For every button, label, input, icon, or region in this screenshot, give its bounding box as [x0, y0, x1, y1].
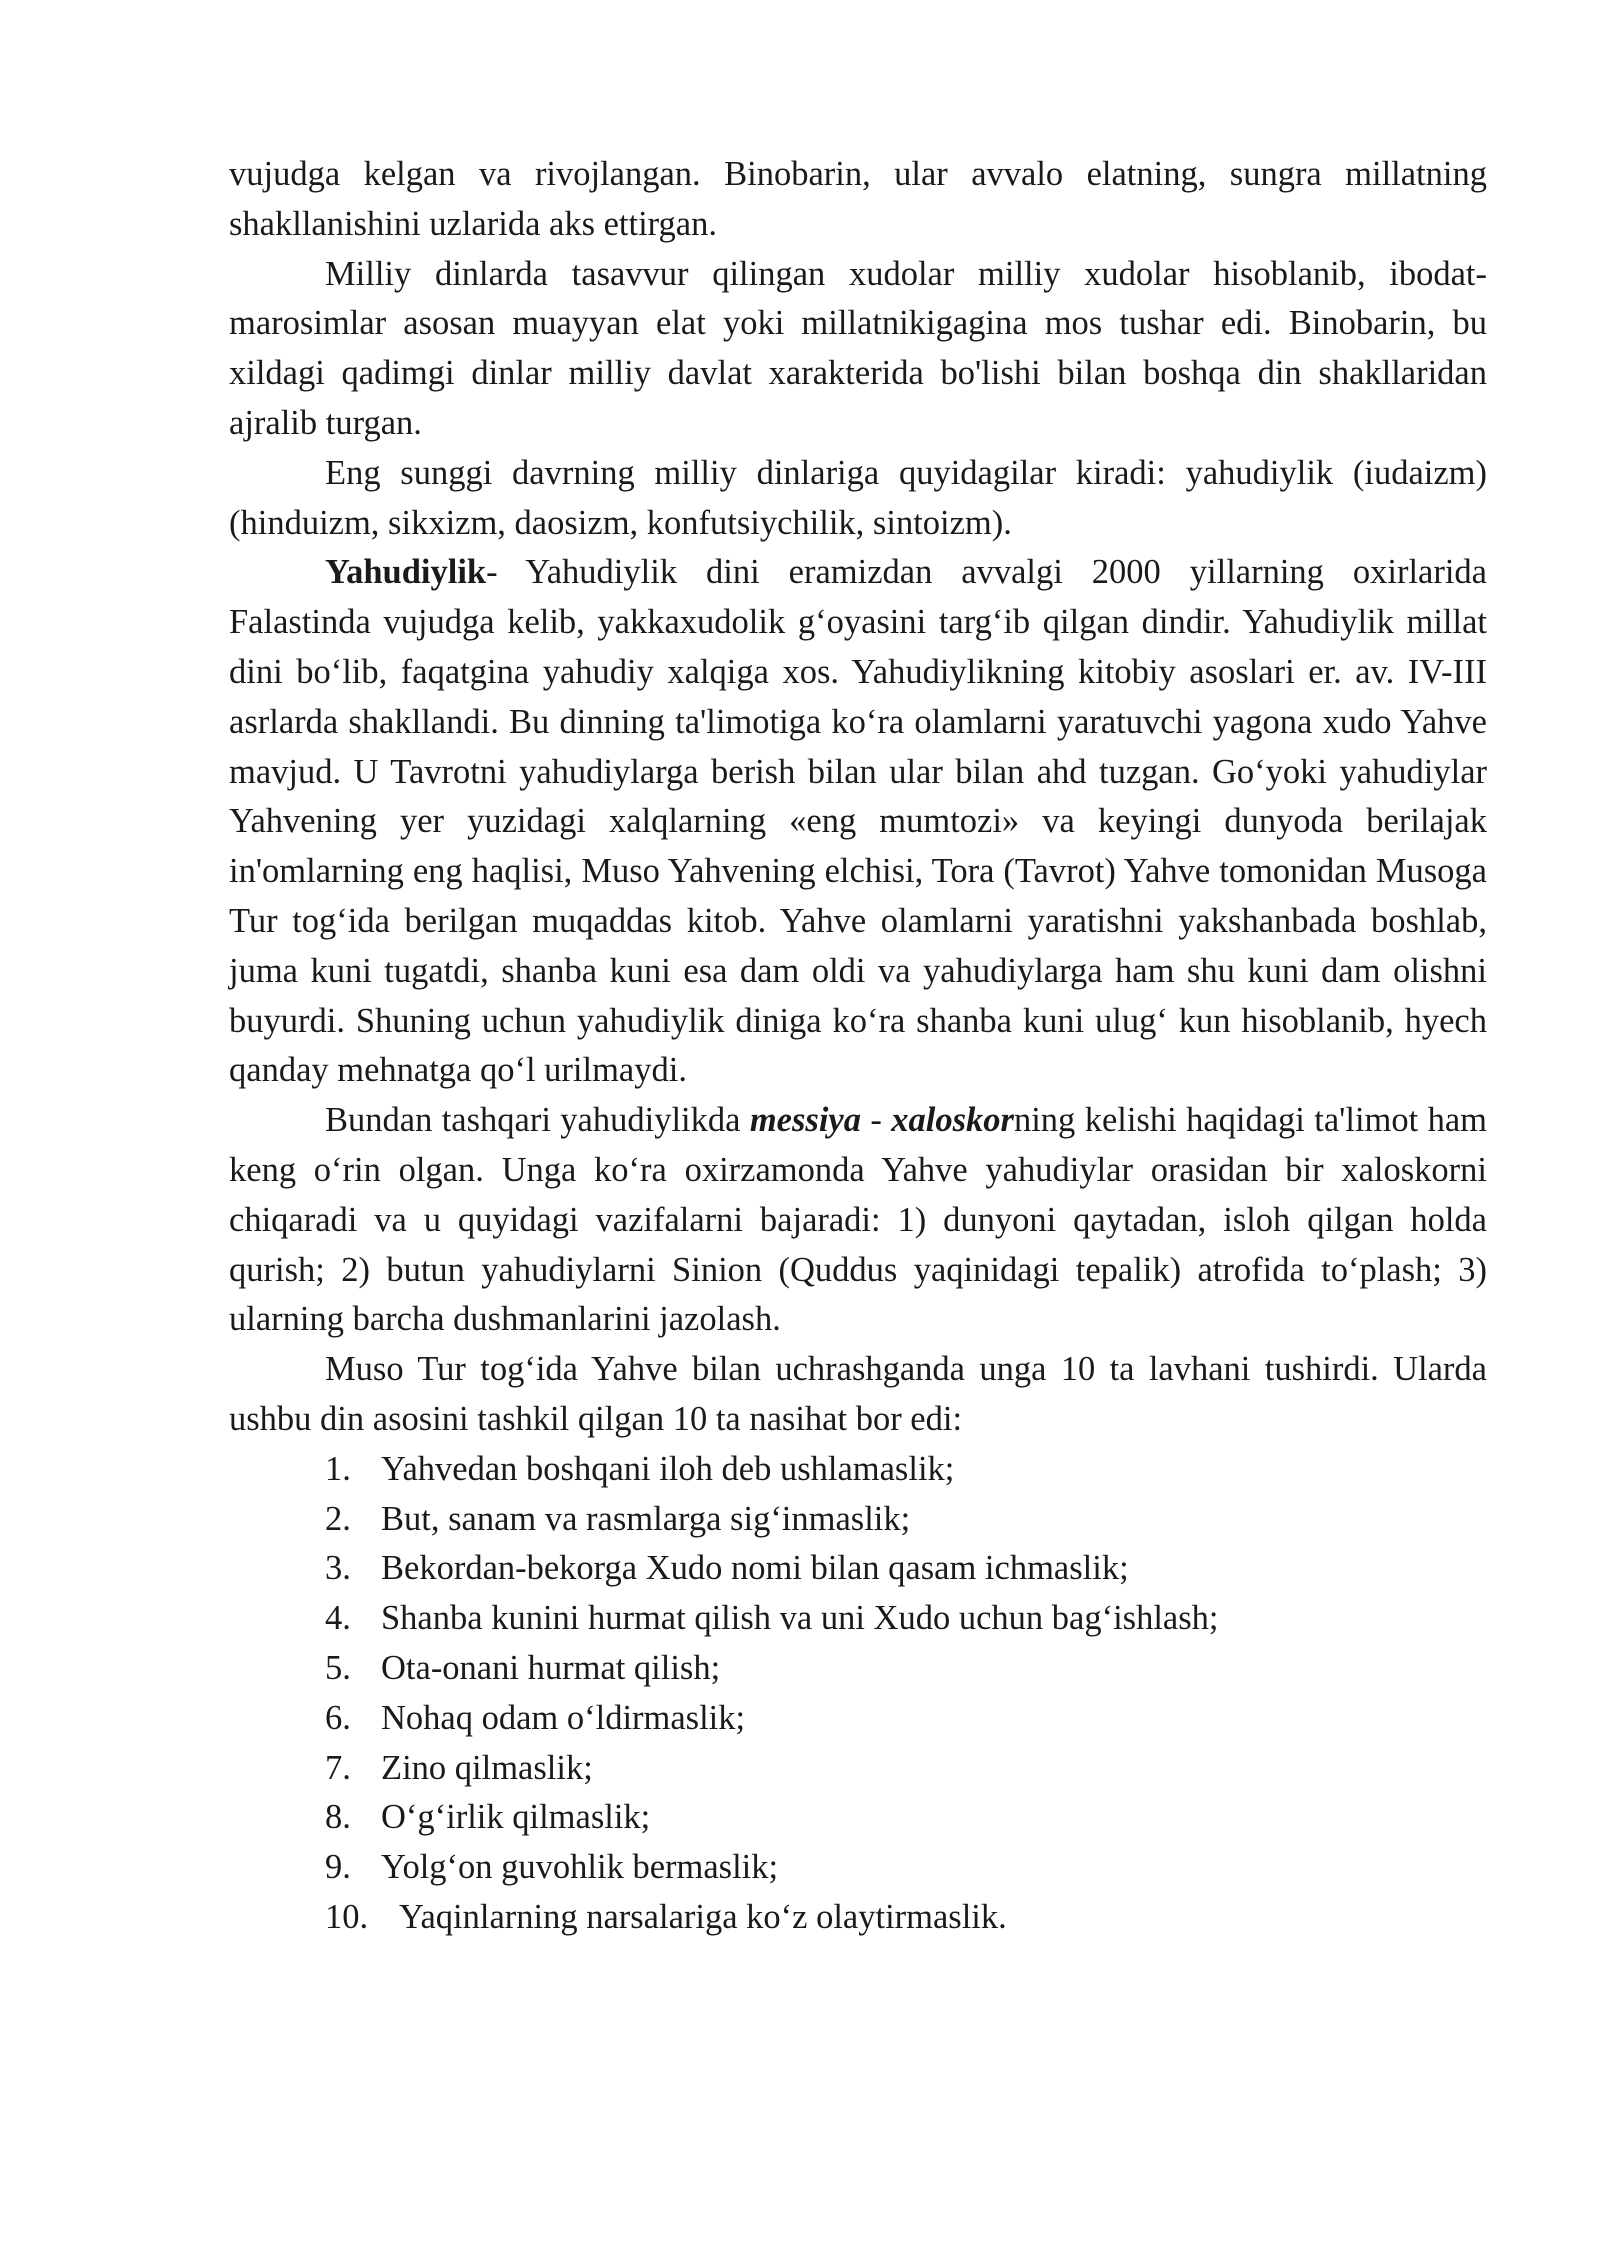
list-item	[229, 1843, 1487, 1893]
list-item-text: Nohaq odam o‘ldirmaslik;	[381, 1698, 746, 1737]
list-item-number: 10.	[325, 1897, 369, 1936]
list-item	[229, 1544, 1487, 1594]
list-item	[229, 1893, 1487, 1943]
paragraph-national-religions-list: Eng sunggi davrning milliy dinlariga quyidagilar kiradi: yahudiylik (iudaizm) (hinduizm, sikxizm, daosizm, konfutsiychilik, sintoizm).	[229, 453, 1487, 542]
list-item-number: 7.	[325, 1748, 351, 1787]
list-item-number: 3.	[325, 1549, 351, 1588]
paragraph-messiah-lead: Bundan tashqari yahudiylikda	[325, 1101, 750, 1140]
list-item-number: 6.	[325, 1698, 351, 1737]
paragraph-messiah-body: ning kelishi haqidagi ta'limot ham keng o‘rin olgan. Unga ko‘ra oxirzamonda Yahve yahudiylar orasidan bir xaloskorni chiqaradi va u quyidagi vazifalarni bajaradi: 1) dunyoni qaytadan, isloh qilgan holda qurish; 2) butun yahudiylarni Sinion (Quddus yaqinidagi tepalik) atrofida to‘plash; 3) ularning barcha dushmanlarini jazolash.	[229, 1101, 1488, 1339]
list-item	[229, 1445, 1487, 1495]
paragraph-judaism-body: - Yahudiylik dini eramizdan avvalgi 2000 yillarning oxirlarida Falastinda vujudga kelib, yakkaxudolik g‘oyasini targ‘ib qilgan dindir. Yahudiylik millat dini bo‘lib, faqatgina yahudiy xalqiga xos. Yahudiylikning kitobiy asoslari er. av. IV-III asrlarda shakllandi. Bu dinning ta'limotiga ko‘ra olamlarni yaratuvchi yagona xudo Yahve mavjud. U Tavrotni yahudiylarga berish bilan ular bilan ahd tuzgan. Go‘yoki yahudiylar Yahvening yer yuzidagi xalqlarning «eng mumtozi» va keyingi dunyoda berilajak in'omlarning eng haqlisi, Muso Yahvening elchisi, Tora (Tavrot) Yahve tomonidan Musoga Tur tog‘ida berilgan muqaddas kitob. Yahve olamlarni yaratishni yakshanbada boshlab, juma kuni tugatdi, shanba kuni esa dam oldi va yahudiylarga ham shu kuni dam olishni buyurdi. Shuning uchun yahudiylik diniga ko‘ra shanba kuni ulug‘ kun hisoblanib, hyech qanday mehnatga qo‘l urilmaydi.	[229, 553, 1487, 1090]
term-separator: -	[861, 1101, 892, 1140]
list-item-number: 2.	[325, 1499, 351, 1538]
list-item	[229, 1793, 1487, 1843]
paragraph-national-gods: Milliy dinlarda tasavvur qilingan xudolar milliy xudolar hisoblanib, ibodat-marosimlar asosan muayyan elat yoki millatnikigagina mos tushar edi. Binobarin, bu xildagi qadimgi dinlar milliy davlat xarakterida bo'lishi bilan boshqa din shakllaridan ajralib turgan.	[229, 254, 1487, 442]
list-item-text: Ota-onani hurmat qilish;	[381, 1648, 721, 1687]
list-item	[229, 1495, 1487, 1545]
document-page	[229, 150, 1487, 1943]
commandments-list	[229, 1445, 1487, 1943]
list-item-text: Yolg‘on guvohlik bermaslik;	[381, 1848, 779, 1887]
paragraph-judaism	[229, 548, 1487, 1096]
list-item-number: 5.	[325, 1648, 351, 1687]
list-item-text: Yahvedan boshqani iloh deb ushlamaslik;	[381, 1449, 955, 1488]
paragraph-tablets: Muso Tur tog‘ida Yahve bilan uchrashganda unga 10 ta lavhani tushirdi. Ularda ushbu din asosini tashkil qilgan 10 ta nasihat bor edi:	[229, 1350, 1487, 1438]
list-item-text: Zino qilmaslik;	[381, 1748, 593, 1787]
term-messiya: messiya	[749, 1101, 861, 1140]
list-item	[229, 1694, 1487, 1744]
term-xaloskor: xaloskor	[891, 1101, 1014, 1140]
paragraph-messiah	[229, 1096, 1487, 1345]
list-item-number: 4.	[325, 1599, 351, 1638]
list-item-text: But, sanam va rasmlarga sig‘inmaslik;	[381, 1499, 911, 1538]
list-item-number: 8.	[325, 1798, 351, 1837]
list-item-text: O‘g‘irlik qilmaslik;	[381, 1798, 651, 1837]
paragraph-intro-continuation: vujudga kelgan va rivojlangan. Binobarin, ular avvalo elatning, sungra millatning shakllanishini uzlarida aks ettirgan.	[229, 155, 1487, 243]
list-item-text: Yaqinlarning narsalariga ko‘z olaytirmaslik.	[399, 1897, 1007, 1936]
list-item	[229, 1594, 1487, 1644]
list-item-text: Shanba kunini hurmat qilish va uni Xudo uchun bag‘ishlash;	[381, 1599, 1219, 1638]
list-item	[229, 1744, 1487, 1794]
list-item-number: 9.	[325, 1848, 351, 1887]
term-yahudiylik: Yahudiylik	[325, 553, 487, 592]
list-item	[229, 1644, 1487, 1694]
list-item-number: 1.	[325, 1449, 351, 1488]
list-item-text: Bekordan-bekorga Xudo nomi bilan qasam ichmaslik;	[381, 1549, 1129, 1588]
